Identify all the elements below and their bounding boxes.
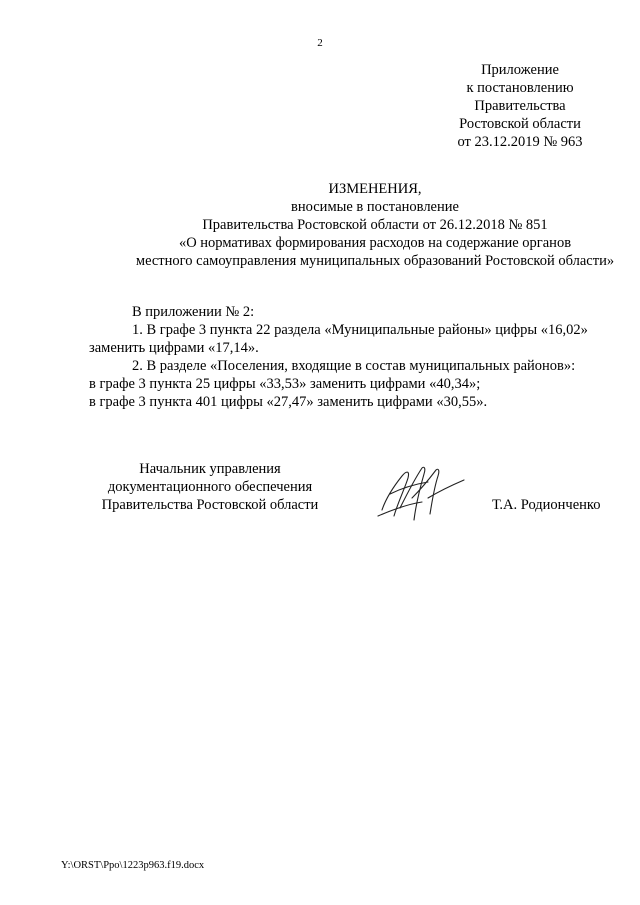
body-item-1-cont: заменить цифрами «17,14». [89, 340, 259, 356]
page-number: 2 [317, 37, 323, 49]
signer-name: Т.А. Родионченко [492, 497, 601, 513]
body-item-2-sub-1: в графе 3 пункта 25 цифры «33,53» заменить цифрами «40,34»; [89, 376, 481, 392]
body-intro: В приложении № 2: [132, 304, 255, 320]
title-line: Правительства Ростовской области от 26.12.2018 № 851 [202, 217, 548, 233]
appendix-block [420, 61, 620, 151]
title-line: местного самоуправления муниципальных образований Ростовской области» [135, 253, 615, 269]
position-line: Правительства Ростовской области [101, 497, 319, 513]
appendix-line: Приложение [481, 62, 559, 78]
title-heading: ИЗМЕНЕНИЯ, [328, 181, 422, 197]
file-path-footer: Y:\ORST\Ppo\1223p963.f19.docx [61, 860, 205, 871]
signer-position [80, 460, 340, 514]
document-body [89, 303, 619, 411]
appendix-line: Ростовской области [459, 116, 581, 132]
title-line: вносимые в постановление [291, 199, 459, 215]
position-line: Начальник управления [139, 461, 281, 477]
appendix-line: Правительства [474, 98, 566, 114]
title-line: «О нормативах формирования расходов на содержание органов [178, 235, 572, 251]
body-item-2-sub-2: в графе 3 пункта 401 цифры «27,47» заменить цифрами «30,55». [89, 394, 488, 410]
appendix-line: от 23.12.2019 № 963 [457, 134, 583, 150]
body-item-1: 1. В графе 3 пункта 22 раздела «Муниципальные районы» цифры «16,02» [132, 322, 588, 338]
handwritten-signature [372, 458, 472, 528]
body-item-2: 2. В разделе «Поселения, входящие в состав муниципальных районов»: [132, 358, 576, 374]
document-title [60, 180, 640, 270]
appendix-line: к постановлению [466, 80, 574, 96]
position-line: документационного обеспечения [107, 479, 313, 495]
